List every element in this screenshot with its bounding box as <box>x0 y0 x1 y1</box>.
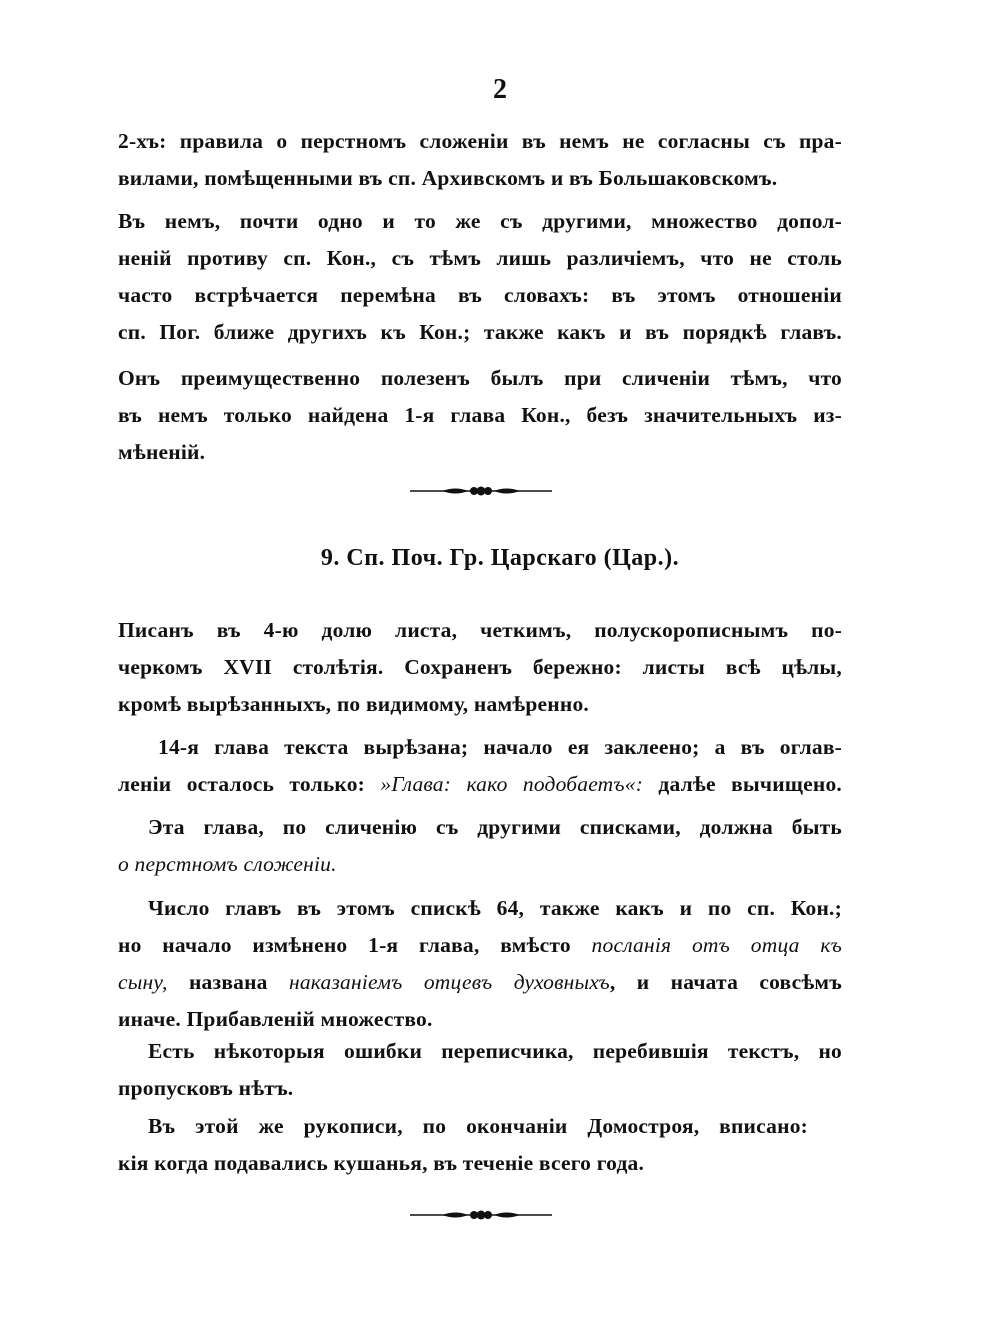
italic-span: посланiя отъ отца къ <box>591 933 842 957</box>
text-line: пропусковъ нѣтъ. <box>118 1076 294 1100</box>
section-paragraph-1 <box>118 612 842 723</box>
italic-span: наказанiемъ отцевъ духовныхъ <box>288 970 610 994</box>
text-line <box>118 766 842 803</box>
paragraph-2 <box>118 203 842 351</box>
text-line: часто встрѣчается перемѣна въ словахъ: въ этомъ отношенiи <box>118 283 842 307</box>
text-line: Есть нѣкоторыя ошибки переписчика, перебившiя текстъ, но <box>148 1039 842 1063</box>
page-number: 2 <box>493 74 507 105</box>
text-line: вилами, помѣщенными въ сп. Архивскомъ и въ Большаковскомъ. <box>118 166 778 190</box>
text-span: ленiи осталось только: <box>118 772 381 796</box>
italic-quote: »Глава: како подобаетъ«: <box>380 772 644 796</box>
text-line: Въ этой же рукописи, по окончанiи Домостроя, вписано: <box>148 1114 808 1138</box>
section-paragraph-2 <box>118 729 842 803</box>
italic-line: о перстномъ сложенiи. <box>118 852 337 876</box>
italic-span: сыну, <box>118 970 168 994</box>
text-line: иначе. Прибавленiй множество. <box>118 1007 433 1031</box>
section-paragraph-3 <box>118 809 842 883</box>
text-span: названа <box>167 970 289 994</box>
ornament-divider-icon <box>410 484 552 498</box>
section-paragraph-5 <box>118 1033 842 1107</box>
text-line: ненiй противу сп. Кон., съ тѣмъ лишь различiемъ, что не столь <box>118 246 842 270</box>
text-span: , и начата совсѣмъ <box>609 970 842 994</box>
text-line: Число главъ въ этомъ спискѣ 64, также какъ и по сп. Кон.; <box>148 896 842 920</box>
text-line: Онъ преимущественно полезенъ былъ при сличенiи тѣмъ, что <box>118 366 842 390</box>
text-line: Эта глава, по сличенiю съ другими списками, должна быть <box>148 815 842 839</box>
text-line: мѣненiй. <box>118 440 206 464</box>
text-line: сп. Пог. ближе другихъ къ Кон.; также какъ и въ порядкѣ главъ. <box>118 320 842 344</box>
text-line <box>118 964 842 1001</box>
text-line: въ немъ только найдена 1-я глава Кон., безъ значительныхъ из- <box>118 403 842 427</box>
text-span: далѣе вычищено. <box>643 772 843 796</box>
text-line <box>118 927 842 964</box>
section-paragraph-6 <box>118 1108 808 1182</box>
section-heading: 9. Сп. Поч. Гр. Царскаго (Цар.). <box>320 545 680 571</box>
ornament-divider-icon <box>410 1208 552 1222</box>
text-line: черкомъ XVII столѣтiя. Сохраненъ бережно: листы всѣ цѣлы, <box>118 655 842 679</box>
text-line: Писанъ въ 4-ю долю листа, четкимъ, полускорописнымъ по- <box>118 618 842 642</box>
paragraph-1 <box>118 123 842 197</box>
text-line: 2-хъ: правила о перстномъ сложенiи въ немъ не согласны съ пра- <box>118 129 842 153</box>
text-line: кiя когда подавались кушанья, въ теченiе всего года. <box>118 1151 645 1175</box>
text-line: Въ немъ, почти одно и то же съ другими, множество допол- <box>118 209 842 233</box>
text-span: но начало измѣнено 1-я глава, вмѣсто <box>118 933 592 957</box>
section-paragraph-4 <box>118 890 842 1038</box>
text-line: 14-я глава текста вырѣзана; начало ея заклеено; а въ оглав- <box>158 735 842 759</box>
text-line: кромѣ вырѣзанныхъ, по видимому, намѣренно. <box>118 692 589 716</box>
paragraph-3 <box>118 360 842 471</box>
